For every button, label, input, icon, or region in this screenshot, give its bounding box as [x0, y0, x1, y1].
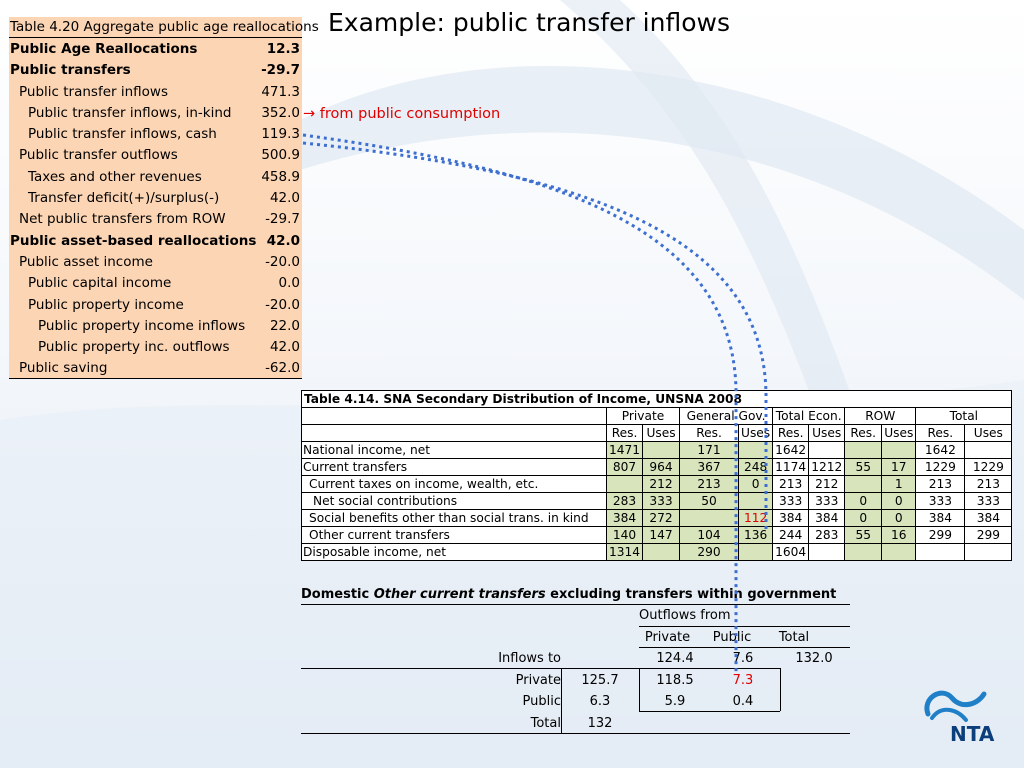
rule: [639, 626, 850, 627]
sna-cell: [739, 544, 773, 561]
sna-row: [302, 493, 1012, 510]
row-total-total: 132: [587, 716, 613, 731]
left-table-row: Net public transfers from ROW -29.7: [19, 211, 300, 228]
public-to-public: 0.4: [732, 694, 754, 709]
sna-sub-header: Uses: [739, 425, 773, 442]
sna-cell: 272: [643, 510, 680, 527]
sna-cell: 213: [916, 476, 965, 493]
left-table-row: Public property income inflows 22.0: [38, 317, 300, 334]
nta-logo: [918, 684, 998, 744]
sna-group-header: General Gov.: [680, 408, 773, 425]
col-public: Public: [712, 630, 752, 645]
row-total-public: 6.3: [589, 694, 611, 709]
outflows-from-label: Outflows from: [639, 608, 731, 623]
sna-cell: 212: [809, 476, 845, 493]
sna-sub-header: Res.: [845, 425, 882, 442]
rule: [301, 733, 850, 734]
sna-row: [302, 544, 1012, 561]
sna-cell: 333: [916, 493, 965, 510]
nta-logo-icon: [918, 684, 998, 744]
sna-cell: [965, 544, 1012, 561]
row-label-total: Total: [530, 716, 561, 731]
sna-group-header: Total Econ.: [773, 408, 845, 425]
sna-sub-header: Res.: [680, 425, 739, 442]
sna-group-header: ROW: [845, 408, 916, 425]
annotation-from-public-consumption: → from public consumption: [303, 106, 501, 122]
sna-cell: 807: [607, 459, 643, 476]
sna-cell: 299: [965, 527, 1012, 544]
sna-cell: 1229: [965, 459, 1012, 476]
sna-row-label: Disposable income, net: [302, 544, 607, 561]
sna-cell: 384: [607, 510, 643, 527]
sna-cell: 964: [643, 459, 680, 476]
sna-cell: 104: [680, 527, 739, 544]
left-table-row: Transfer deficit(+)/surplus(-) 42.0: [28, 190, 300, 207]
left-table-row: Taxes and other revenues 458.9: [28, 168, 300, 185]
sna-row-label: Other current transfers: [302, 527, 607, 544]
sna-cell: 384: [916, 510, 965, 527]
sna-cell: 244: [773, 527, 809, 544]
sna-cell: 0: [845, 493, 882, 510]
sna-cell: 50: [680, 493, 739, 510]
sna-cell: 17: [882, 459, 916, 476]
sna-cell: 16: [882, 527, 916, 544]
row-label-private: Private: [515, 673, 561, 688]
sna-cell: 384: [965, 510, 1012, 527]
sna-cell: [882, 442, 916, 459]
sna-cell: 333: [809, 493, 845, 510]
sna-row: [302, 442, 1012, 459]
left-table-row: Public transfer outflows 500.9: [19, 147, 300, 164]
sna-group-header-row: [302, 408, 1012, 425]
sna-row-label: Net social contributions: [302, 493, 607, 510]
sna-cell: [916, 544, 965, 561]
sna-cell: [643, 544, 680, 561]
sna-cell: 213: [773, 476, 809, 493]
inflows-total: 132.0: [795, 651, 833, 666]
sna-secondary-distribution-table: [301, 390, 1012, 561]
domestic-transfers-table: [301, 585, 851, 735]
sna-cell: 333: [643, 493, 680, 510]
sna-row: [302, 510, 1012, 527]
sna-cell: [607, 476, 643, 493]
sna-sub-header: Res.: [916, 425, 965, 442]
left-table-title: Table 4.20 Aggregate public age reallocations: [9, 17, 302, 38]
left-table-row: Public asset income -20.0: [19, 253, 300, 270]
sna-cell: 290: [680, 544, 739, 561]
sna-sub-header: Uses: [882, 425, 916, 442]
private-to-private: 118.5: [656, 673, 694, 688]
sna-cell: 333: [773, 493, 809, 510]
sna-cell: 55: [845, 459, 882, 476]
left-table-row: Public saving -62.0: [9, 358, 302, 379]
left-table-row: Public transfer inflows, in-kind 352.0: [28, 104, 300, 121]
row-total-private: 125.7: [581, 673, 619, 688]
sna-row-label: Current taxes on income, wealth, etc.: [302, 476, 607, 493]
col-total: Total: [778, 630, 810, 645]
sna-cell: 212: [643, 476, 680, 493]
sna-cell: 1: [882, 476, 916, 493]
sna-row-label: Social benefits other than social trans. in kind: [302, 510, 607, 527]
sna-cell: 1229: [916, 459, 965, 476]
sna-cell: 171: [680, 442, 739, 459]
sna-sub-header: Res.: [773, 425, 809, 442]
sna-cell: [845, 442, 882, 459]
sna-cell: 1212: [809, 459, 845, 476]
row-label-public: Public: [522, 694, 561, 709]
left-table-row: Public transfer inflows, cash 119.3: [28, 126, 300, 143]
sna-cell: 213: [965, 476, 1012, 493]
left-table-row: Public property inc. outflows 42.0: [38, 339, 300, 356]
left-table-row: Public property income -20.0: [28, 296, 300, 313]
sna-cell: [739, 493, 773, 510]
sna-cell: 283: [607, 493, 643, 510]
sna-cell: 0: [882, 493, 916, 510]
sna-cell: 55: [845, 527, 882, 544]
sna-cell: 140: [607, 527, 643, 544]
sna-cell: [845, 476, 882, 493]
sna-group-header: Total: [916, 408, 1012, 425]
sna-group-header: Private: [607, 408, 680, 425]
sna-cell: 1604: [773, 544, 809, 561]
rule: [561, 668, 562, 733]
bottom-table-title: Domestic Other current transfers excluding transfers within government: [301, 587, 837, 602]
left-table-row: Public asset-based reallocations 42.0: [10, 232, 300, 249]
aggregate-public-age-table: [9, 17, 319, 379]
inflows-to-label: Inflows to: [498, 651, 561, 666]
sna-cell: [809, 544, 845, 561]
sna-title-row: [302, 391, 1012, 408]
slide-title: Example: public transfer inflows: [328, 8, 730, 37]
rule: [780, 668, 781, 711]
sna-cell-highlight: 112: [739, 510, 773, 527]
inflows-private: 124.4: [656, 651, 694, 666]
sna-cell: [845, 544, 882, 561]
sna-cell: 1642: [916, 442, 965, 459]
sna-header-blank: [302, 425, 607, 442]
sna-sub-header: Res.: [607, 425, 643, 442]
sna-cell: 1174: [773, 459, 809, 476]
sna-sub-header: Uses: [643, 425, 680, 442]
sna-cell: 299: [916, 527, 965, 544]
sna-cell: [882, 544, 916, 561]
rule: [639, 647, 850, 648]
public-to-private-highlight: 7.3: [732, 673, 754, 688]
sna-cell: 1314: [607, 544, 643, 561]
sna-cell: 1642: [773, 442, 809, 459]
sna-cell: 367: [680, 459, 739, 476]
sna-cell: [643, 442, 680, 459]
rule: [301, 604, 850, 605]
sna-cell: 0: [845, 510, 882, 527]
sna-row: [302, 476, 1012, 493]
left-table-row: Public capital income 0.0: [28, 275, 300, 292]
left-table-row: Public transfers -29.7: [10, 62, 300, 79]
sna-sub-header: Uses: [809, 425, 845, 442]
sna-cell: 384: [773, 510, 809, 527]
sna-cell: 1471: [607, 442, 643, 459]
col-private: Private: [644, 630, 691, 645]
sna-cell: 147: [643, 527, 680, 544]
rule: [301, 668, 780, 669]
sna-cell: 283: [809, 527, 845, 544]
sna-sub-header: Uses: [965, 425, 1012, 442]
sna-cell: 213: [680, 476, 739, 493]
sna-row-label: Current transfers: [302, 459, 607, 476]
sna-row-label: National income, net: [302, 442, 607, 459]
sna-table-title: Table 4.14. SNA Secondary Distribution of Income, UNSNA 2008: [302, 391, 1012, 408]
sna-sub-header-row: [302, 425, 1012, 442]
sna-cell: 136: [739, 527, 773, 544]
sna-cell: 384: [809, 510, 845, 527]
sna-row: [302, 459, 1012, 476]
sna-header-blank: [302, 408, 607, 425]
sna-cell: [680, 510, 739, 527]
nta-logo-text: NTA: [950, 722, 995, 744]
private-to-public: 5.9: [664, 694, 686, 709]
sna-cell: [809, 442, 845, 459]
inflows-public: 7.6: [732, 651, 754, 666]
sna-cell: 0: [882, 510, 916, 527]
sna-cell: [739, 442, 773, 459]
sna-cell: 333: [965, 493, 1012, 510]
rule: [639, 711, 780, 712]
left-table-row: Public transfer inflows 471.3: [19, 83, 300, 100]
sna-cell: [965, 442, 1012, 459]
sna-cell: 0: [739, 476, 773, 493]
left-table-row: Public Age Reallocations 12.3: [10, 40, 300, 57]
sna-row: [302, 527, 1012, 544]
sna-cell: 248: [739, 459, 773, 476]
